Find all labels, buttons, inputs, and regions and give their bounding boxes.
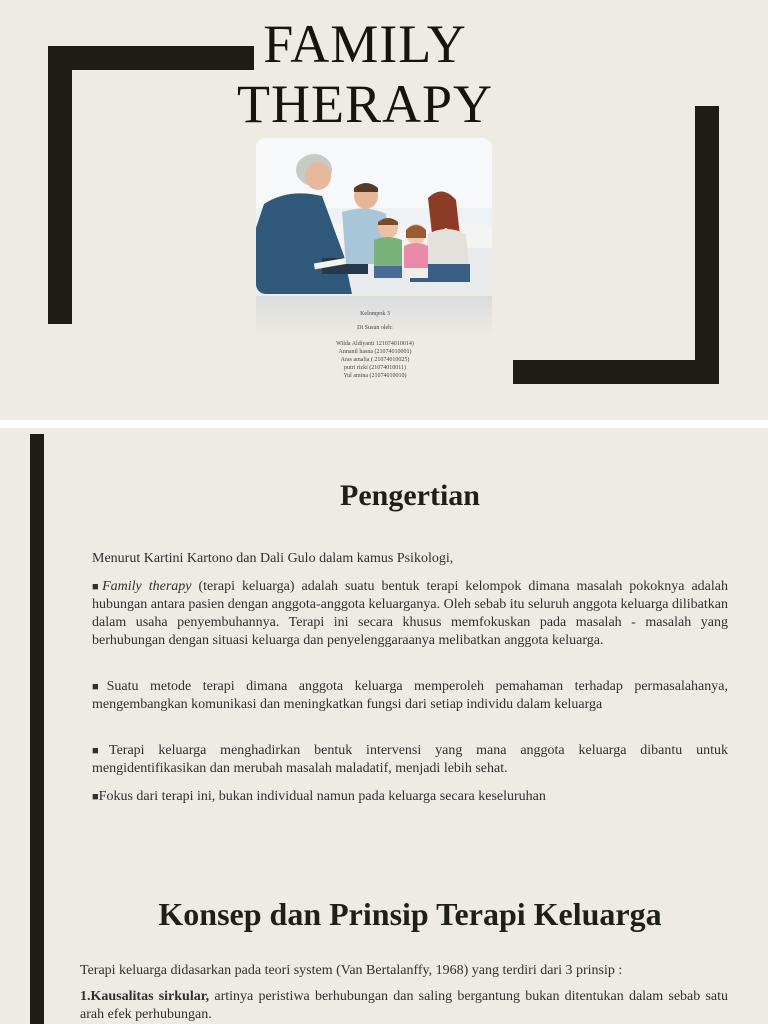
- credits-member: putri rizki (21074010011): [343, 365, 407, 371]
- slide-title-line1: FAMILY: [263, 14, 467, 74]
- credits-member: Yul amina (21074010010): [343, 373, 407, 379]
- intro-text: Terapi keluarga didasarkan pada teori system (Van Bertalanffy, 1968) yang terdiri dari 3 prinsip :: [80, 963, 623, 978]
- principle-title: 1.Kausalitas sirkular,: [80, 989, 210, 1004]
- frame-bar-top-left-vertical: [48, 46, 72, 324]
- definition-slide: [0, 428, 768, 868]
- definition-paragraph: [92, 742, 728, 778]
- paragraph-text: Suatu metode terapi dimana anggota keluarga memperoleh pemahaman terhadap permasalahanya, mengembangkan komunikasi dan meningkatkan fungsi dari setiap individu dalam keluarga: [92, 679, 728, 712]
- credits-member: Annanil hasna (21074010001): [338, 349, 412, 355]
- credits-member: Wilda Aldiyanti 121074010014): [336, 341, 414, 347]
- slide-heading: Konsep dan Prinsip Terapi Keluarga: [158, 896, 662, 932]
- slide-divider: [0, 420, 768, 428]
- accent-bar: [30, 864, 44, 1024]
- concept-slide: [0, 864, 768, 1024]
- definition-paragraph: [92, 578, 728, 650]
- credits-group: Kelompok 3: [360, 311, 390, 317]
- intro-text: Menurut Kartini Kartono dan Dali Gulo dalam kamus Psikologi,: [92, 551, 454, 566]
- slide-heading: Pengertian: [340, 479, 480, 512]
- title-slide: [0, 0, 768, 420]
- bullet-icon: ■: [92, 791, 99, 803]
- paragraph-text: Fokus dari terapi ini, bukan individual namun pada keluarga secara keseluruhan: [98, 789, 546, 804]
- definition-paragraph: [92, 678, 728, 714]
- bullet-icon: ■: [92, 745, 109, 757]
- paragraph-text: Terapi keluarga menghadirkan bentuk intervensi yang mana anggota keluarga dibantu untuk mengidentifikasikan dan merubah masalah maladatif, menjadi lebih sehat.: [92, 743, 728, 776]
- credits-member: Aras amalia ( 21074010025): [340, 357, 410, 363]
- paragraph-text: (terapi keluarga) adalah suatu bentuk terapi kelompok dimana masalah pokoknya adalah hubungan antara pasien dengan anggota-anggota keluarganya. Oleh sebab itu seluruh anggota keluarga dilibatkan dalam usaha penyembuhannya. Terapi ini secara khusus memfokuskan pada masalah - masalah yang berhubungan dengan situasi keluarga dan penyelenggaraanya melibatkan anggota keluarga.: [92, 579, 729, 648]
- frame-bar-bottom-right-vertical: [695, 106, 719, 384]
- bullet-icon: ■: [92, 581, 103, 593]
- bullet-icon: ■: [92, 681, 107, 693]
- frame-bar-bottom-right-horizontal: [513, 360, 719, 384]
- principle-item: [80, 988, 728, 1024]
- accent-bar: [30, 434, 44, 864]
- slide-title-line2: THERAPY: [236, 74, 493, 134]
- term-emphasis: Family therapy: [102, 579, 192, 594]
- credits-by: Di Susun oleh:: [357, 325, 393, 331]
- family-therapy-photo: [256, 138, 492, 294]
- principle-text: artinya peristiwa berhubungan dan saling bergantung bukan ditentukan dalam sebab satu arah efek perhubungan.: [80, 989, 728, 1022]
- definition-paragraph: [92, 788, 728, 806]
